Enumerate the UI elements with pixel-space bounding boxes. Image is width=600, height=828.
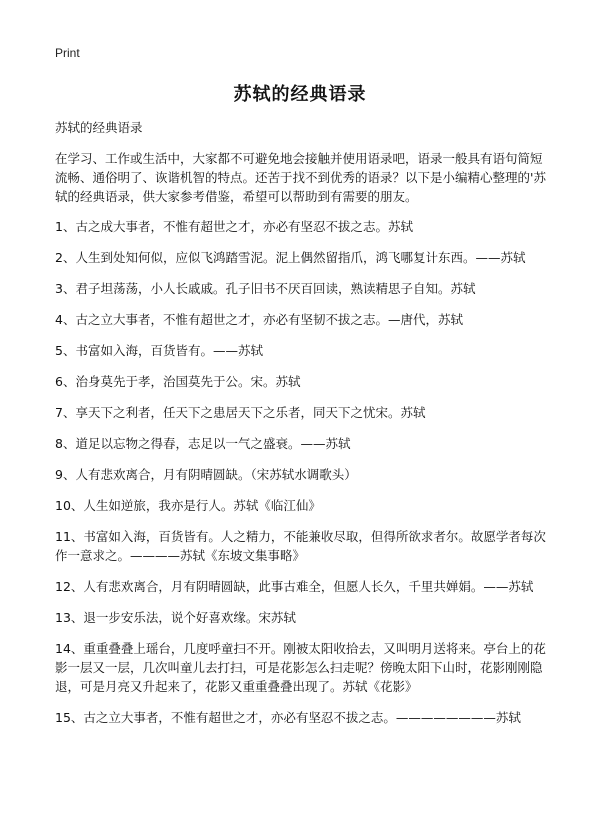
page-title: 苏轼的经典语录 — [233, 84, 367, 105]
quote-item: 2、人生到处知何似，应似飞鸿踏雪泥。泥上偶然留指爪，鸿飞哪复计东西。——苏轼 — [55, 250, 526, 265]
quote-item: 14、重重叠叠上瑶台，几度呼童扫不开。刚被太阳收拾去，又叫明月送将来。亭台上的花影一层又一层，几次叫童儿去打扫，可是花影怎么扫走呢？傍晚太阳下山时，花影刚刚隐退，可是月亮又升起来了，花影又重重叠叠出现了。苏轼《花影》 — [55, 641, 546, 694]
quote-item: 3、君子坦荡荡，小人长戚戚。孔子旧书不厌百回读，熟读精思子自知。苏轼 — [55, 281, 476, 296]
quote-item: 11、书富如入海，百货皆有。人之精力，不能兼收尽取，但得所欲求者尔。故愿学者每次作一意求之。————苏轼《东坡文集事略》 — [55, 529, 546, 563]
article-subtitle: 苏轼的经典语录 — [55, 120, 143, 135]
quote-item: 8、道足以忘物之得春，志足以一气之盛衰。——苏轼 — [55, 436, 351, 451]
quote-item: 5、书富如入海，百货皆有。——苏轼 — [55, 343, 263, 358]
quote-item: 7、享天下之利者，任天下之患居天下之乐者，同天下之忧宋。苏轼 — [55, 405, 426, 420]
print-link[interactable]: Print — [55, 46, 80, 60]
quote-item: 9、人有悲欢离合，月有阴晴圆缺。（宋苏轼水调歌头） — [55, 467, 357, 482]
quote-list — [55, 217, 547, 727]
quote-item: 4、古之立大事者，不惟有超世之才，亦必有坚韧不拔之志。—唐代，苏轼 — [55, 312, 463, 327]
intro-paragraph: 在学习、工作或生活中，大家都不可避免地会接触并使用语录吧，语录一般具有语句简短流畅、通俗明了、诙谐机智的特点。还苦于找不到优秀的语录？以下是小编精心整理的'苏轼的经典语录，供大家参考借鉴，希望可以帮助到有需要的朋友。 — [55, 151, 546, 204]
quote-item: 1、古之成大事者，不惟有超世之才，亦必有坚忍不拔之志。苏轼 — [55, 219, 413, 234]
quote-item: 15、古之立大事者，不惟有超世之才，亦必有坚忍不拔之志。————————苏轼 — [55, 710, 521, 725]
quote-item: 6、治身莫先于孝，治国莫先于公。宋。苏轼 — [55, 374, 301, 389]
article-body — [55, 118, 547, 739]
quote-item: 10、人生如逆旅，我亦是行人。苏轼《临江仙》 — [55, 498, 321, 513]
quote-item: 12、人有悲欢离合，月有阴晴圆缺，此事古难全，但愿人长久，千里共婵娟。——苏轼 — [55, 579, 534, 594]
quote-item: 13、退一步安乐法，说个好喜欢缘。宋苏轼 — [55, 610, 296, 625]
